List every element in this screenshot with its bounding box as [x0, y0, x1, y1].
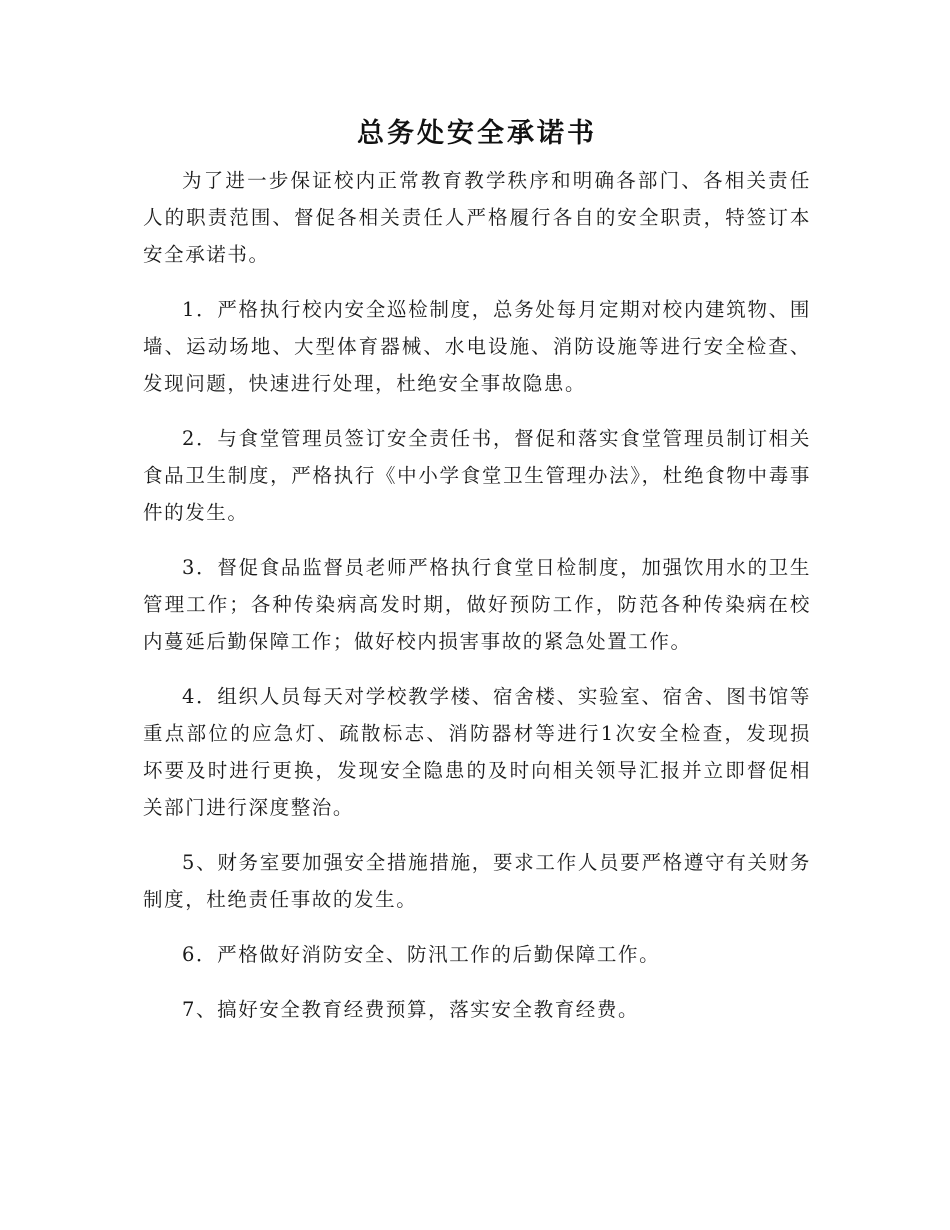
- commitment-item-7: 7、搞好安全教育经费预算，落实安全教育经费。: [182, 998, 640, 1021]
- commitment-item-1: 1．严格执行校内安全巡检制度，总务处每月定期对校内建筑物、围墙、运动场地、大型体育器械、水电设施、消防设施等进行安全检查、发现问题，快速进行处理，杜绝安全事故隐患。: [143, 298, 811, 395]
- commitment-item-4: 4．组织人员每天对学校教学楼、宿舍楼、实验室、宿舍、图书馆等重点部位的应急灯、疏散标志、消防器材等进行1次安全检查，发现损坏要及时进行更换，发现安全隐患的及时向相关领导汇报并立即督促相关部门进行深度整治。: [143, 685, 811, 819]
- commitment-item-2: 2．与食堂管理员签订安全责任书，督促和落实食堂管理员制订相关食品卫生制度，严格执行《中小学食堂卫生管理办法》，杜绝食物中毒事件的发生。: [143, 427, 811, 524]
- document-title: 总务处安全承诺书: [357, 118, 597, 149]
- commitment-item-6: 6．严格做好消防安全、防汛工作的后勤保障工作。: [182, 943, 661, 966]
- document-page: [143, 112, 811, 1046]
- commitment-item-5: 5、财务室要加强安全措施措施，要求工作人员要严格遵守有关财务制度，杜绝责任事故的发生。: [143, 851, 811, 911]
- intro-paragraph: 为了进一步保证校内正常教育教学秩序和明确各部门、各相关责任人的职责范围、督促各相关责任人严格履行各自的安全职责，特签订本安全承诺书。: [143, 169, 811, 266]
- commitment-item-3: 3．督促食品监督员老师严格执行食堂日检制度，加强饮用水的卫生管理工作；各种传染病高发时期，做好预防工作，防范各种传染病在校内蔓延后勤保障工作；做好校内损害事故的紧急处置工作。: [143, 556, 811, 653]
